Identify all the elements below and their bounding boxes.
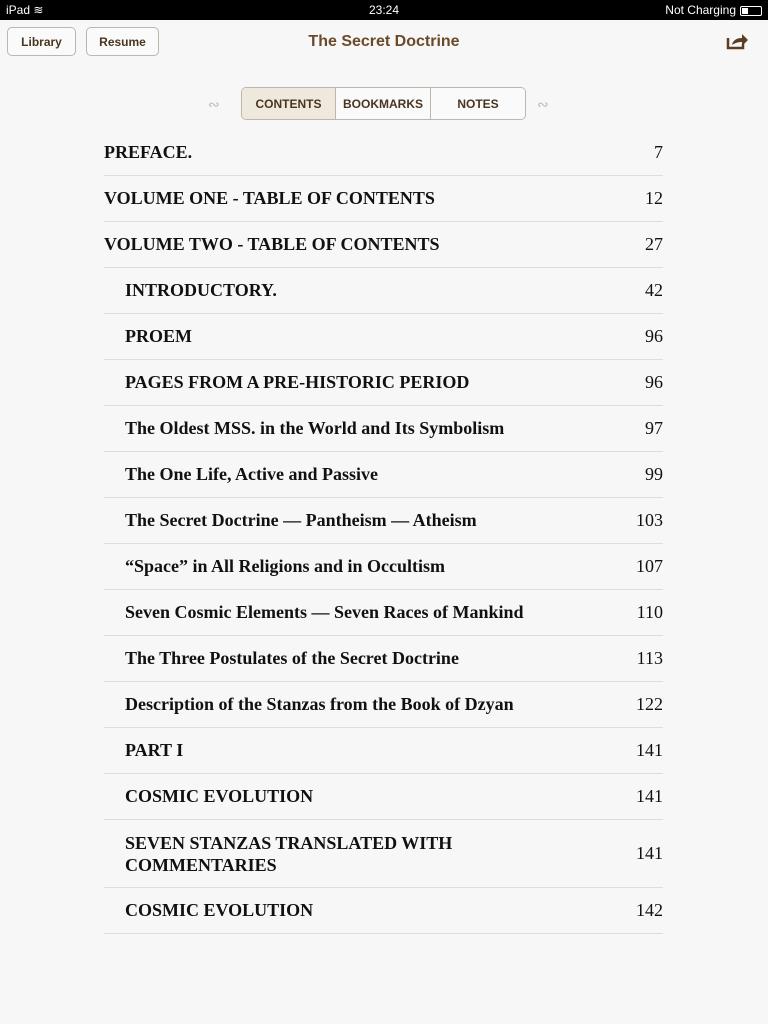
toc-item-label: VOLUME TWO - TABLE OF CONTENTS [104,234,440,254]
battery-status: Not Charging [665,3,762,17]
toc-item[interactable] [104,452,663,498]
toc-item-label: “Space” in All Religions and in Occultism [125,556,446,576]
toc-item-label: COSMIC EVOLUTION [125,786,314,806]
book-title: The Secret Doctrine [308,33,460,50]
toc-item-page: 107 [636,556,663,576]
wifi-icon: ≋ [33,3,44,17]
flourish-right-icon: ∾ [537,96,549,112]
toc-item-page: 96 [645,372,663,392]
toc-item-label: The Three Postulates of the Secret Doctrine [125,648,459,668]
toc-item-label: PREFACE. [104,142,193,162]
toc-item-page: 27 [645,234,663,254]
clock: 23:24 [368,3,400,17]
toc-item[interactable] [104,728,663,774]
toc-item[interactable] [104,498,663,544]
resume-button[interactable]: Resume [86,27,159,56]
toc-item-label: The Secret Doctrine — Pantheism — Atheism [125,510,477,530]
toc-item[interactable] [104,820,663,888]
toc-item-page: 7 [654,142,663,162]
toc-item-page: 99 [645,464,663,484]
toc-item-label: COSMIC EVOLUTION [125,900,314,920]
toc-item[interactable] [104,774,663,820]
toc-segmented-control [241,87,526,120]
toc-item[interactable] [104,222,663,268]
tab-bookmarks[interactable]: BOOKMARKS [336,88,431,119]
toc-item-label: The Oldest MSS. in the World and Its Symbolism [125,418,505,438]
toc-item-page: 122 [636,694,663,714]
status-bar [0,0,768,20]
toc-item[interactable] [104,268,663,314]
toc-item[interactable] [104,682,663,728]
toc-item-label: Seven Cosmic Elements — Seven Races of Mankind [125,602,524,622]
toc-item[interactable] [104,176,663,222]
toc-item-page: 96 [645,326,663,346]
toc-item-page: 141 [636,740,663,760]
toc-item[interactable] [104,636,663,682]
toc-item-page: 141 [636,843,663,863]
toc-item-label: Description of the Stanzas from the Book of Dzyan [125,694,514,714]
toc-item-page: 141 [636,786,663,806]
toc-item-label: PART I [125,740,184,760]
toc-item[interactable] [104,130,663,176]
toc-item[interactable] [104,544,663,590]
toc-item-page: 110 [636,602,663,622]
toc-item-page: 142 [636,900,663,920]
toc-item-page: 113 [636,648,663,668]
toc-item[interactable] [104,888,663,934]
toc-item[interactable] [104,406,663,452]
device-label: iPad ≋ [6,3,44,17]
battery-icon [740,6,762,16]
table-of-contents [104,130,663,934]
toc-item-page: 97 [645,418,663,438]
toc-item[interactable] [104,314,663,360]
toc-item[interactable] [104,360,663,406]
toc-item-label: PROEM [125,326,192,346]
toc-item-label: INTRODUCTORY. [125,280,277,300]
share-icon[interactable] [726,32,748,50]
flourish-left-icon: ∾ [208,96,220,112]
nav-bar [0,20,768,64]
toc-item-page: 42 [645,280,663,300]
toc-item-label: The One Life, Active and Passive [125,464,378,484]
toc-item[interactable] [104,590,663,636]
tab-notes[interactable]: NOTES [431,88,525,119]
toc-item-label: VOLUME ONE - TABLE OF CONTENTS [104,188,435,208]
library-button[interactable]: Library [7,27,76,56]
tab-contents[interactable]: CONTENTS [242,88,336,119]
toc-item-page: 103 [636,510,663,530]
toc-item-label: SEVEN STANZAS TRANSLATED WITH COMMENTARIES [125,832,453,875]
toc-item-label: PAGES FROM A PRE-HISTORIC PERIOD [125,372,470,392]
toc-item-page: 12 [645,188,663,208]
